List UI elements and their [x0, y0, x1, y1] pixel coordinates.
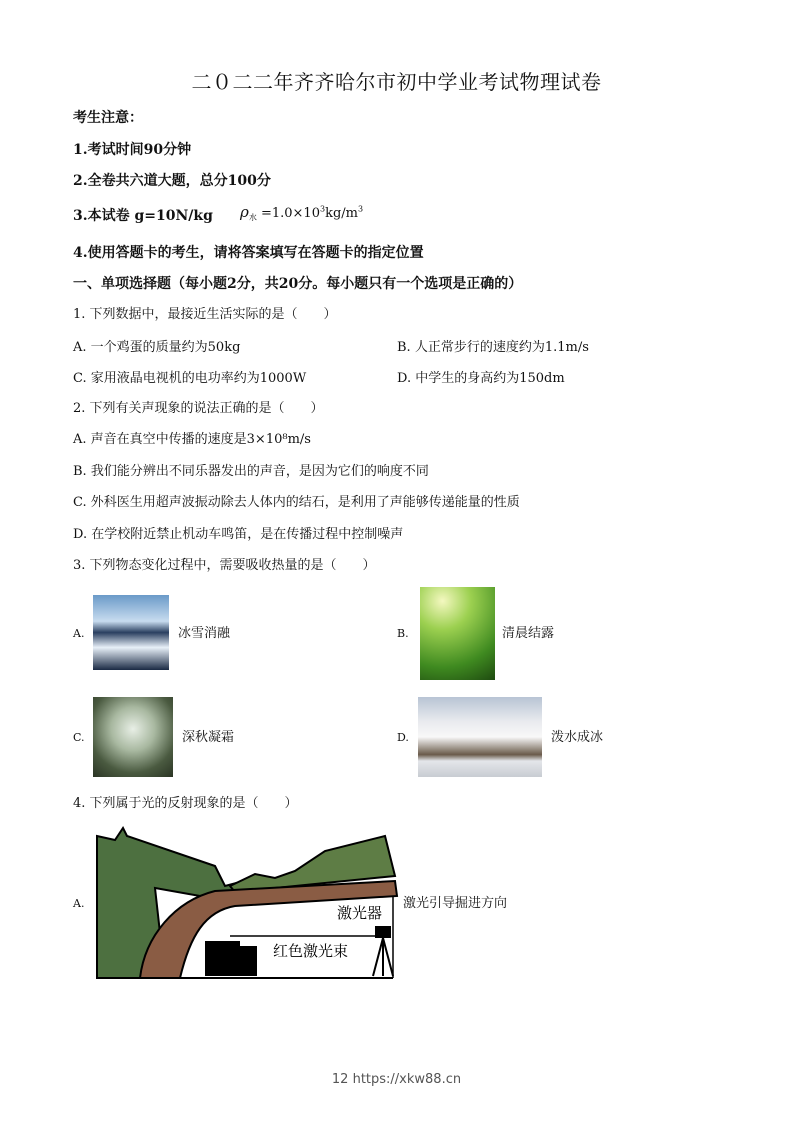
note-2: 2.全卷共六道大题，总分100分	[73, 173, 271, 189]
rho-subscript: 水	[248, 213, 257, 222]
q3-stem: 3. 下列物态变化过程中，需要吸收热量的是（ ）	[73, 558, 376, 573]
tunnel-rock	[140, 881, 397, 978]
density-unit-exp: 3	[357, 204, 364, 214]
rho-symbol: ρ	[240, 203, 249, 221]
q4-a-caption: 激光引导掘进方向	[403, 896, 508, 911]
density-exp: 3	[319, 204, 326, 214]
q3-b-text: 清晨结露	[502, 626, 555, 641]
q2-option-d: D. 在学校附近禁止机动车鸣笛，是在传播过程中控制噪声	[73, 527, 404, 542]
q2-option-c: C. 外科医生用超声波振动除去人体内的结石，是利用了声能够传递能量的性质	[73, 495, 520, 510]
beam-label: 红色激光束	[273, 942, 349, 960]
frost-image	[93, 697, 173, 777]
q3-d-letter: D.	[397, 731, 409, 744]
laser-label: 激光器	[337, 904, 383, 922]
water-freezing-image	[418, 697, 542, 777]
q2-stem: 2. 下列有关声现象的说法正确的是（ ）	[73, 401, 324, 416]
note-1: 1.考试时间90分钟	[73, 142, 192, 158]
q3-a-text: 冰雪消融	[178, 626, 231, 641]
q1-option-b: B. 人正常步行的速度约为1.1m/s	[397, 340, 589, 355]
q4-a-letter: A.	[73, 897, 85, 910]
tunneling-machine	[205, 941, 240, 976]
section-heading: 一、单项选择题（每小题2分，共20分。每小题只有一个选项是正确的）	[73, 276, 523, 292]
laser-tunnel-diagram	[95, 826, 400, 981]
q3-d-text: 泼水成冰	[551, 730, 604, 745]
q4-stem: 4. 下列属于光的反射现象的是（ ）	[73, 796, 298, 811]
q2-option-a: A. 声音在真空中传播的速度是3×10⁸m/s	[73, 432, 311, 447]
water-density	[240, 205, 363, 222]
note-3: 3.本试卷 g=10N/kg	[73, 208, 213, 224]
q3-a-letter: A.	[73, 627, 85, 640]
density-value: =1.0×10	[260, 206, 320, 221]
q3-b-letter: B.	[397, 627, 409, 640]
q1-stem: 1. 下列数据中，最接近生活实际的是（ ）	[73, 307, 337, 322]
density-unit: kg/m	[325, 206, 358, 221]
note-4: 4.使用答题卡的考生，请将答案填写在答题卡的指定位置	[73, 245, 424, 261]
q3-c-letter: C.	[73, 731, 85, 744]
q1-option-a: A. 一个鸡蛋的质量约为50kg	[73, 340, 241, 355]
page-footer: 12 https://xkw88.cn	[331, 1072, 462, 1087]
q1-option-c: C. 家用液晶电视机的电功率约为1000W	[73, 371, 307, 386]
laser-device	[375, 926, 391, 938]
q3-c-text: 深秋凝霜	[182, 730, 235, 745]
ice-melting-image	[93, 595, 169, 670]
notes-heading: 考生注意：	[73, 110, 143, 126]
q1-option-d: D. 中学生的身高约为150dm	[397, 371, 565, 386]
page-title: 二０二二年齐齐哈尔市初中学业考试物理试卷	[191, 70, 602, 94]
q2-option-b: B. 我们能分辨出不同乐器发出的声音，是因为它们的响度不同	[73, 464, 429, 479]
dew-image	[420, 587, 495, 680]
